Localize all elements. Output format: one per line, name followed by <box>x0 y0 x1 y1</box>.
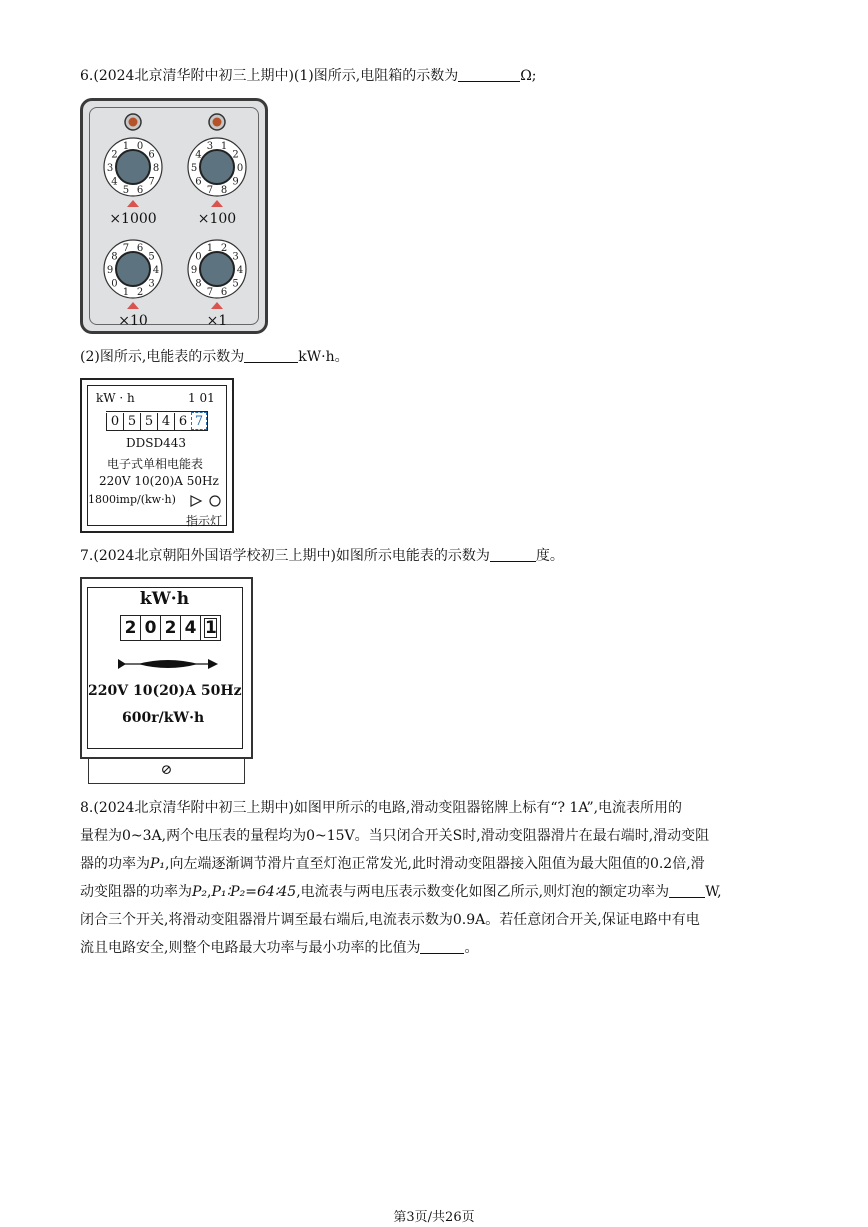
meter1-name: 电子式单相电能表 <box>107 457 204 471</box>
meter2-last-digit-box: 1 <box>205 618 217 638</box>
meter2-digit: 2 <box>121 616 141 640</box>
dial-digit: 2 <box>220 243 228 255</box>
meter2-constant: 600r/kW·h <box>122 710 205 726</box>
q8-blank-2 <box>420 938 464 954</box>
energy-meter-2-base <box>88 758 245 784</box>
resistance-box-dials <box>83 101 265 331</box>
dial <box>188 138 246 227</box>
q8-line-1 <box>80 794 792 822</box>
q8-text-1: 如图甲所示的电路,滑动变阻器铭牌上标有“? 1A”,电流表所用的 <box>293 800 683 816</box>
meter1-digits <box>106 411 208 431</box>
meter1-top-right: 1 01 <box>188 391 215 405</box>
dial-multiplier-label: ×1000 <box>109 211 157 227</box>
q7-line <box>80 542 564 570</box>
q8-text-6a: 流且电路安全,则整个电路最大功率与最小功率的比值为 <box>80 940 421 956</box>
meter1-model: DDSD443 <box>126 436 186 450</box>
dial-digit: 7 <box>122 243 130 255</box>
dial-digit: 5 <box>148 251 155 263</box>
dial-digit: 3 <box>106 163 114 174</box>
meter1-unit: kW · h <box>96 391 135 405</box>
dial-digit: 2 <box>232 149 239 161</box>
q8-text-4b: , <box>207 884 212 900</box>
dial-digit: 9 <box>190 265 198 276</box>
meter2-digit: 0 <box>141 616 161 640</box>
terminal-left <box>125 114 141 130</box>
dial-digit: 1 <box>122 141 130 153</box>
dial-digit: 6 <box>195 176 202 188</box>
indicator-light-icon <box>190 494 226 508</box>
dial-digit: 8 <box>195 278 202 290</box>
dial-digit: 9 <box>232 176 239 188</box>
dial-digit: 7 <box>206 184 214 196</box>
dial-digit: 4 <box>195 149 202 161</box>
dial-digit: 4 <box>152 265 160 276</box>
dial-digit: 3 <box>148 278 155 290</box>
dial-digit: 0 <box>136 141 144 153</box>
dial-digit: 2 <box>111 149 118 161</box>
meter1-digit: 5 <box>140 413 157 431</box>
dial-digit: 1 <box>206 243 214 255</box>
meter2-digit: 4 <box>181 616 201 640</box>
page-footer: 第3页/共26页 <box>393 1210 475 1225</box>
meter1-indicator-label: 指示灯 <box>186 514 223 528</box>
dial-digit: 5 <box>122 184 130 196</box>
dial-digit: 6 <box>136 243 144 255</box>
energy-meter-2 <box>80 577 253 759</box>
q7-number: 7. <box>80 548 94 564</box>
q6-part2-suffix: kW·h。 <box>298 349 349 365</box>
dial-digit: 4 <box>236 265 244 276</box>
q6-blank-2 <box>244 347 298 363</box>
dial-digit: 9 <box>106 265 114 276</box>
dial-pointer-icon <box>127 200 139 207</box>
q6-line <box>80 62 537 90</box>
q7-text: 如图所示电能表的示数为 <box>335 548 490 564</box>
q6-source: (2024北京清华附中初三上期中) <box>93 68 294 84</box>
dial-digit: 5 <box>232 278 239 290</box>
meter1-rating: 220V 10(20)A 50Hz <box>99 474 219 488</box>
dial-pointer-icon <box>127 302 139 309</box>
meter2-last-digit <box>201 616 221 640</box>
q8-line-2: 量程为0~3A,两个电压表的量程均为0~15V。当只闭合开关S时,滑动变阻器滑片在最右端时,滑动变阻 <box>80 828 710 844</box>
q8-var-p2: P₂ <box>192 884 208 900</box>
dial-digit: 5 <box>190 163 198 174</box>
meter2-unit: kW·h <box>139 589 190 609</box>
dial-digit: 0 <box>236 163 244 174</box>
q8-text-3b: ,向左端逐渐调节滑片直至灯泡正常发光,此时滑动变阻器接入阻值为最大阻值的0.2倍,滑 <box>165 856 705 872</box>
dial-digit: 3 <box>206 141 214 153</box>
q8-line-4 <box>80 878 792 906</box>
meter2-rating: 220V 10(20)A 50Hz <box>88 683 242 699</box>
q8-text-3a: 器的功率为 <box>80 856 150 872</box>
q6-part1-suffix: Ω; <box>520 68 537 84</box>
dial-digit: 6 <box>148 149 155 161</box>
meter1-constant: 1800imp/(kw·h) <box>88 493 176 506</box>
dial-digit: 7 <box>148 176 155 188</box>
dial-digit: 1 <box>220 141 228 153</box>
meter2-digits <box>120 615 221 641</box>
dial-multiplier-label: ×1 <box>206 313 228 329</box>
dial-digit: 1 <box>122 286 130 298</box>
q8-text-6b: 。 <box>464 940 479 956</box>
dial-digit: 8 <box>111 251 118 263</box>
dial-digit: 6 <box>220 286 228 298</box>
q6-part2-text: (2)图所示,电能表的示数为 <box>80 349 245 365</box>
dial-pointer-icon <box>211 302 223 309</box>
dial-multiplier-label: ×10 <box>118 313 148 329</box>
q7-suffix: 度。 <box>535 548 564 564</box>
q8-line-3 <box>80 850 792 878</box>
q8-paragraph <box>80 794 792 962</box>
meter1-last-digit: 7 <box>191 412 207 430</box>
dial <box>188 240 246 329</box>
q8-text-4c: ,电流表与两电压表示数变化如图乙所示,则灯泡的额定功率为 <box>296 884 670 900</box>
dial-knob <box>116 252 150 286</box>
q8-ratio: P₁∶P₂=64∶45 <box>211 884 297 900</box>
meter1-digit: 0 <box>106 413 123 431</box>
energy-meter-1 <box>80 378 234 533</box>
dial-digit: 0 <box>111 278 118 290</box>
dial-digit: 7 <box>206 286 214 298</box>
q8-text-4d: W, <box>705 884 722 900</box>
dial-digit: 8 <box>152 163 160 174</box>
dial-multiplier-label: ×100 <box>197 211 237 227</box>
meter1-digit: 6 <box>174 413 191 431</box>
dial-digit: 2 <box>136 286 144 298</box>
q6-part1-text: (1)图所示,电阻箱的示数为 <box>293 68 459 84</box>
rotating-disc-icon <box>116 657 220 671</box>
q8-line-6 <box>80 934 792 962</box>
meter1-digit: 4 <box>157 413 174 431</box>
dial-knob <box>116 150 150 184</box>
resistance-box <box>80 98 268 334</box>
dial-knob <box>200 150 234 184</box>
q6-number: 6. <box>80 68 94 84</box>
meter1-digit: 5 <box>123 413 140 431</box>
screw-icon: ⊘ <box>160 762 173 778</box>
dial-digit: 0 <box>195 251 202 263</box>
dial-pointer-icon <box>211 200 223 207</box>
q6-part2-line <box>80 343 349 371</box>
dial-digit: 4 <box>111 176 118 188</box>
q7-blank <box>490 546 536 562</box>
q8-line-5: 闭合三个开关,将滑动变阻器滑片调至最右端后,电流表示数为0.9A。若任意闭合开关,保证电路中有电 <box>80 912 700 928</box>
q6-blank-1 <box>458 66 520 82</box>
terminal-right <box>209 114 225 130</box>
dial-knob <box>200 252 234 286</box>
dial <box>104 240 162 329</box>
dial <box>104 138 162 227</box>
q8-text-4a: 动变阻器的功率为 <box>80 884 192 900</box>
dial-digit: 3 <box>232 251 239 263</box>
q8-number: 8. <box>80 800 94 816</box>
q8-source: (2024北京清华附中初三上期中) <box>93 800 294 816</box>
dial-digit: 8 <box>220 184 228 196</box>
q8-var-p1: P₁ <box>150 856 166 872</box>
meter2-digit: 2 <box>161 616 181 640</box>
q7-source: (2024北京朝阳外国语学校初三上期中) <box>93 548 336 564</box>
q8-blank-1 <box>669 882 705 898</box>
dial-digit: 6 <box>136 184 144 196</box>
